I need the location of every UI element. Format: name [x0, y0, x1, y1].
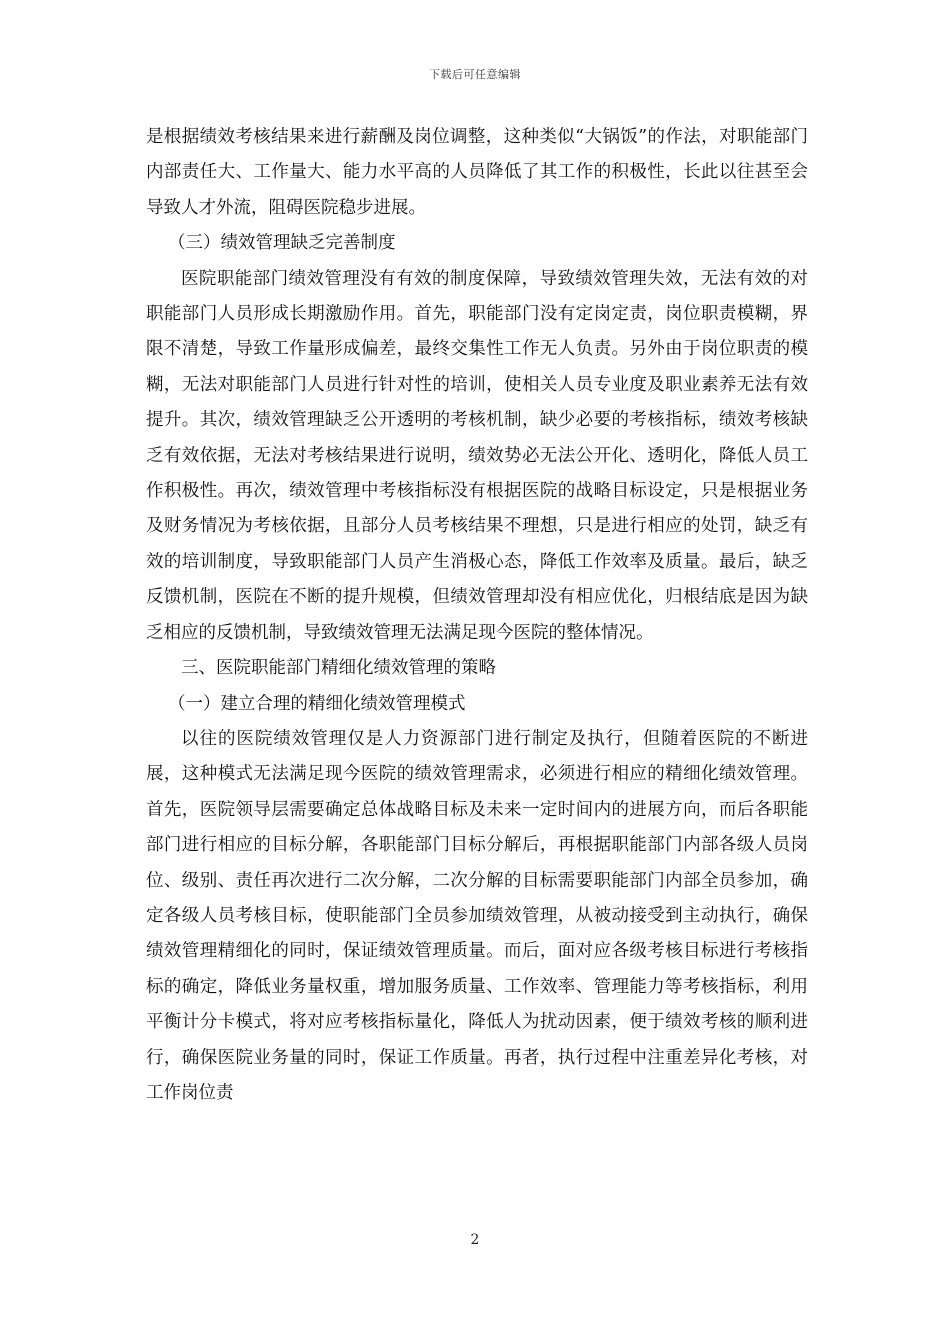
- subheading-3: （三）绩效管理缺乏完善制度: [168, 233, 396, 254]
- page-number: 2: [470, 1232, 480, 1248]
- subheading-1: （一）建立合理的精细化绩效管理模式: [168, 693, 466, 714]
- paragraph-3: 医院职能部门绩效管理没有有效的制度保障，导致绩效管理失效，无法有效的对职能部门人员形成长期激励作用。首先，职能部门没有定岗定责，岗位职责模糊，界限不清楚，导致工作量形成偏差，最终交集性工作无人负责。另外由于岗位职责的模糊，无法对职能部门人员进行针对性的培训，使相关人员专业度及职业素养无法有效提升。其次，绩效管理缺乏公开透明的考核机制，缺少必要的考核指标，绩效考核缺乏有效依据，无法对考核结果进行说明，绩效势必无法公开化、透明化，降低人员工作积极性。再次，绩效管理中考核指标没有根据医院的战略目标设定，只是根据业务及财务情况为考核依据，且部分人员考核结果不理想，只是进行相应的处罚，缺乏有效的培训制度，导致职能部门人员产生消极心态，降低工作效率及质量。最后，缺乏反馈机制，医院在不断的提升规模，但绩效管理却没有相应优化，归根结底是因为缺乏相应的反馈机制，导致绩效管理无法满足现今医院的整体情况。: [146, 268, 808, 643]
- section-heading: 三、医院职能部门精细化绩效管理的策略: [181, 658, 496, 679]
- document-body: [146, 120, 808, 1111]
- paragraph-continued: 是根据绩效考核结果来进行薪酬及岗位调整，这种类似“大锅饭”的作法，对职能部门内部责任大、工作量大、能力水平高的人员降低了其工作的积极性，长此以往甚至会导致人才外流，阻碍医院稳步进展。: [146, 127, 808, 218]
- paragraph-1: 以往的医院绩效管理仅是人力资源部门进行制定及执行，但随着医院的不断进展，这种模式无法满足现今医院的绩效管理需求，必须进行相应的精细化绩效管理。首先，医院领导层需要确定总体战略目标及未来一定时间内的进展方向，而后各职能部门进行相应的目标分解，各职能部门目标分解后，再根据职能部门内部各级人员岗位、级别、责任再次进行二次分解，二次分解的目标需要职能部门内部全员参加，确定各级人员考核目标，使职能部门全员参加绩效管理，从被动接受到主动执行，确保绩效管理精细化的同时，保证绩效管理质量。而后，面对应各级考核目标进行考核指标的确定，降低业务量权重，增加服务质量、工作效率、管理能力等考核指标，利用平衡计分卡模式，将对应考核指标量化，降低人为扰动因素，便于绩效考核的顺利进行，确保医院业务量的同时，保证工作质量。再者，执行过程中注重差异化考核，对工作岗位责: [146, 728, 808, 1103]
- page-header: 下载后可任意编辑: [429, 68, 521, 81]
